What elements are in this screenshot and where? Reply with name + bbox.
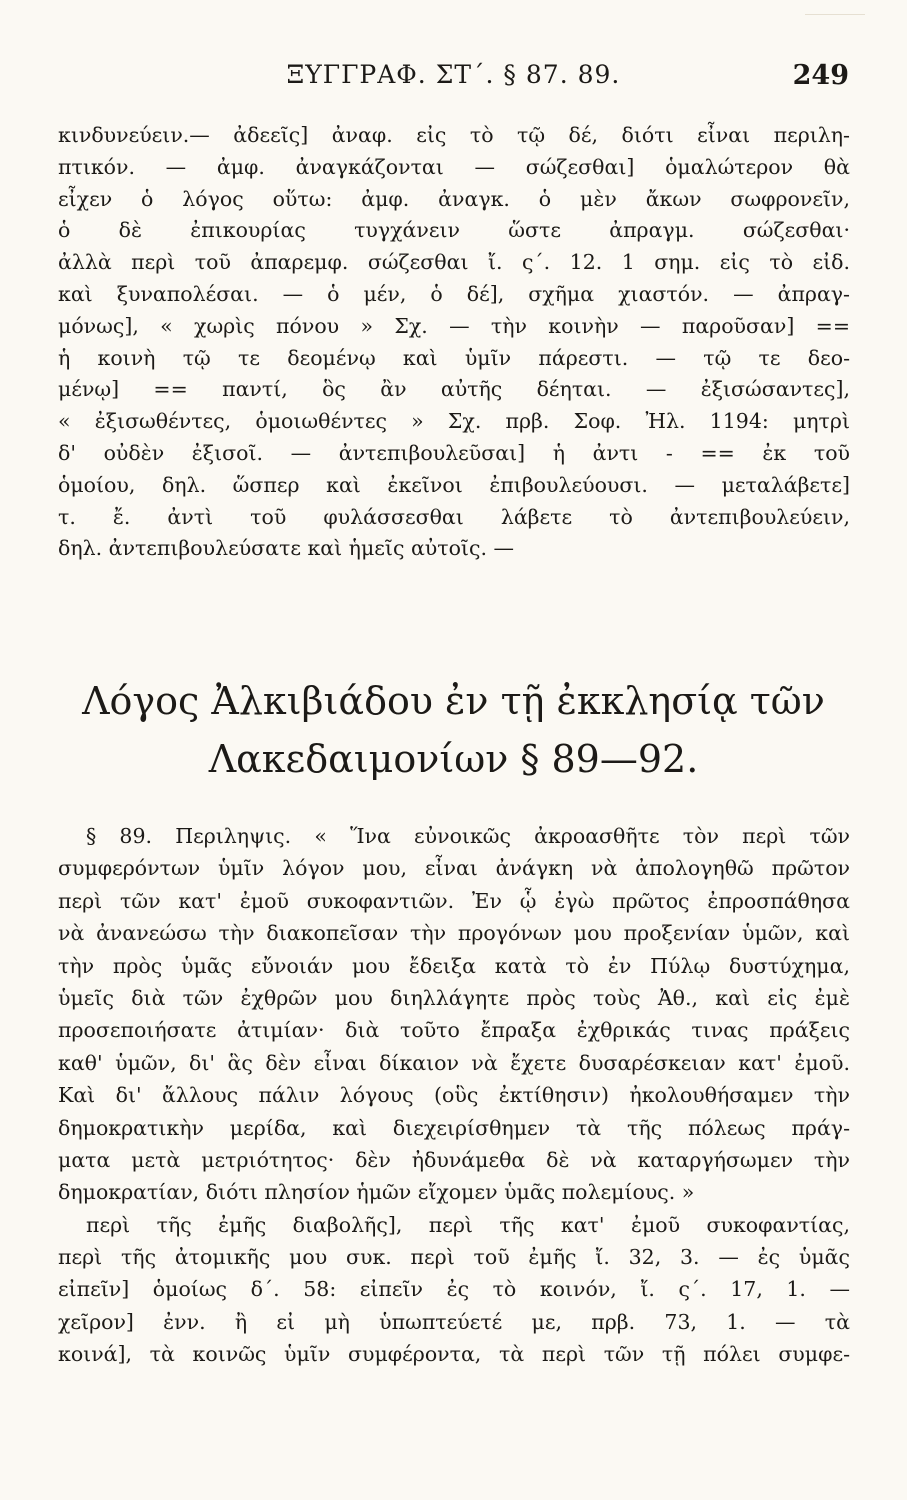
body-line: συμφερόντων ὑμῖν λόγον μου, εἶναι ἀνάγκη νὰ ἀπολογηθῶ πρῶτον [58, 856, 850, 881]
running-head: ΞΥΓΓΡΑΦ. ΣΤ΄. § 87. 89. [286, 60, 621, 89]
body-line: χεῖρον] ἐνν. ἢ εἰ μὴ ὑπωπτεύετέ με, πρβ. 73, 1. — τὰ [58, 1309, 850, 1334]
note-line: δηλ. ἀντεπιβουλεύσατε καὶ ἡμεῖς αὐτοῖς. — [58, 536, 514, 561]
body-line: § 89. Περιληψις. « Ἵνα εὐνοικῶς ἀκροασθῆτε τὸν περὶ τῶν [86, 824, 850, 848]
body-line: κοινά], τὰ κοινῶς ὑμῖν συμφέροντα, τὰ περὶ τῶν τῇ πόλει συμφε- [58, 1342, 850, 1367]
body-line: Καὶ δι' ἄλλους πάλιν λόγους (οὓς ἐκτίθησιν) ἠκολουθήσαμεν τὴν [58, 1083, 850, 1108]
section-title [0, 672, 907, 788]
page-header [0, 60, 907, 92]
body-line: δημοκρατικὴν μερίδα, καὶ διεχειρίσθημεν τὰ τῆς πόλεως πράγ- [58, 1115, 850, 1140]
body-line: εἰπεῖν] ὁμοίως δ΄. 58: εἰπεῖν ἐς τὸ κοινόν, ἴ. ς΄. 17, 1. — [58, 1277, 850, 1302]
note-line: τ. ἔ. ἀντὶ τοῦ φυλάσσεσθαι λάβετε τὸ ἀντεπιβουλεύειν, [58, 504, 850, 529]
body-line: ὑμεῖς διὰ τῶν ἐχθρῶν μου διηλλάγητε πρὸς τοὺς Ἀθ., καὶ εἰς ἐμὲ [58, 985, 850, 1010]
body-line: νὰ ἀνανεώσω τὴν διακοπεῖσαν τὴν προγόνων μου προξενίαν ὑμῶν, καὶ [58, 921, 850, 946]
page-number: 249 [792, 60, 849, 91]
note-line: ὁμοίου, δηλ. ὥσπερ καὶ ἐκεῖνοι ἐπιβουλεύουσι. — μεταλάβετε] [58, 472, 850, 497]
body-line: τὴν πρὸς ὑμᾶς εὔνοιάν μου ἔδειξα κατὰ τὸ ἐν Πύλῳ δυστύχημα, [58, 953, 850, 978]
body-line: καθ' ὑμῶν, δι' ἃς δὲν εἶναι δίκαιον νὰ ἔχετε δυσαρέσκειαν κατ' ἐμοῦ. [58, 1050, 850, 1075]
note-line: ἀλλὰ περὶ τοῦ ἀπαρεμφ. σώζεσθαι ἴ. ς΄. 12. 1 σημ. εἰς τὸ εἰδ. [58, 250, 850, 275]
note-line: ἡ κοινὴ τῷ τε δεομένῳ καὶ ὑμῖν πάρεστι. — τῷ τε δεο- [58, 345, 850, 370]
body-line: περὶ τῆς ἀτομικῆς μου συκ. περὶ τοῦ ἐμῆς ἴ. 32, 3. — ἐς ὑμᾶς [58, 1245, 850, 1270]
note-line: κινδυνεύειν.— ἀδεεῖς] ἀναφ. εἰς τὸ τῷ δέ, διότι εἶναι περιλη- [58, 123, 850, 147]
summary-text [58, 820, 850, 1371]
note-line: μένῳ] == παντί, ὃς ἂν αὐτῆς δέηται. — ἐξισώσαντες], [58, 377, 850, 402]
body-line: προσεποιήσατε ἀτιμίαν· διὰ τοῦτο ἔπραξα ἐχθρικάς τινας πράξεις [58, 1018, 850, 1043]
note-line: πτικόν. — ἀμφ. ἀναγκάζονται — σώζεσθαι] ὁμαλώτερον θὰ [58, 154, 850, 179]
page-edge-mark [805, 14, 865, 15]
note-line: δ' οὐδὲν ἐξισοῖ. — ἀντεπιβουλεῦσαι] ἡ ἀντι - == ἐκ τοῦ [58, 440, 850, 465]
note-line: μόνως], « χωρὶς πόνου » Σχ. — τὴν κοινὴν — παροῦσαν] == [58, 313, 850, 338]
body-line: περὶ τῶν κατ' ἐμοῦ συκοφαντιῶν. Ἐν ᾧ ἐγὼ πρῶτος ἐπροσπάθησα [58, 888, 850, 913]
section-title-line: Λακεδαιμονίων § 89—92. [208, 737, 699, 781]
commentary-notes [58, 120, 850, 565]
section-title-line: Λόγος Ἀλκιβιάδου ἐν τῇ ἐκκλησίᾳ τῶν [82, 679, 825, 723]
body-line: περὶ τῆς ἐμῆς διαβολῆς], περὶ τῆς κατ' ἐμοῦ συκοφαντίας, [86, 1212, 850, 1237]
body-line: ματα μετὰ μετριότητος· δὲν ἠδυνάμεθα δὲ νὰ καταργήσωμεν τὴν [58, 1147, 850, 1172]
note-line: εἶχεν ὁ λόγος οὕτω: ἀμφ. ἀναγκ. ὁ μὲν ἄκων σωφρονεῖν, [58, 186, 850, 211]
note-line: ὁ δὲ ἐπικουρίας τυγχάνειν ὥστε ἀπραγμ. σώζεσθαι· [58, 218, 850, 243]
note-line: « ἐξισωθέντες, ὁμοιωθέντες » Σχ. πρβ. Σοφ. Ἠλ. 1194: μητρὶ [58, 409, 850, 434]
note-line: καὶ ξυναπολέσαι. — ὁ μέν, ὁ δέ], σχῆμα χιαστόν. — ἀπραγ- [58, 281, 850, 306]
body-line: δημοκρατίαν, διότι πλησίον ἡμῶν εἴχομεν ὑμᾶς πολεμίους. » [58, 1180, 695, 1205]
